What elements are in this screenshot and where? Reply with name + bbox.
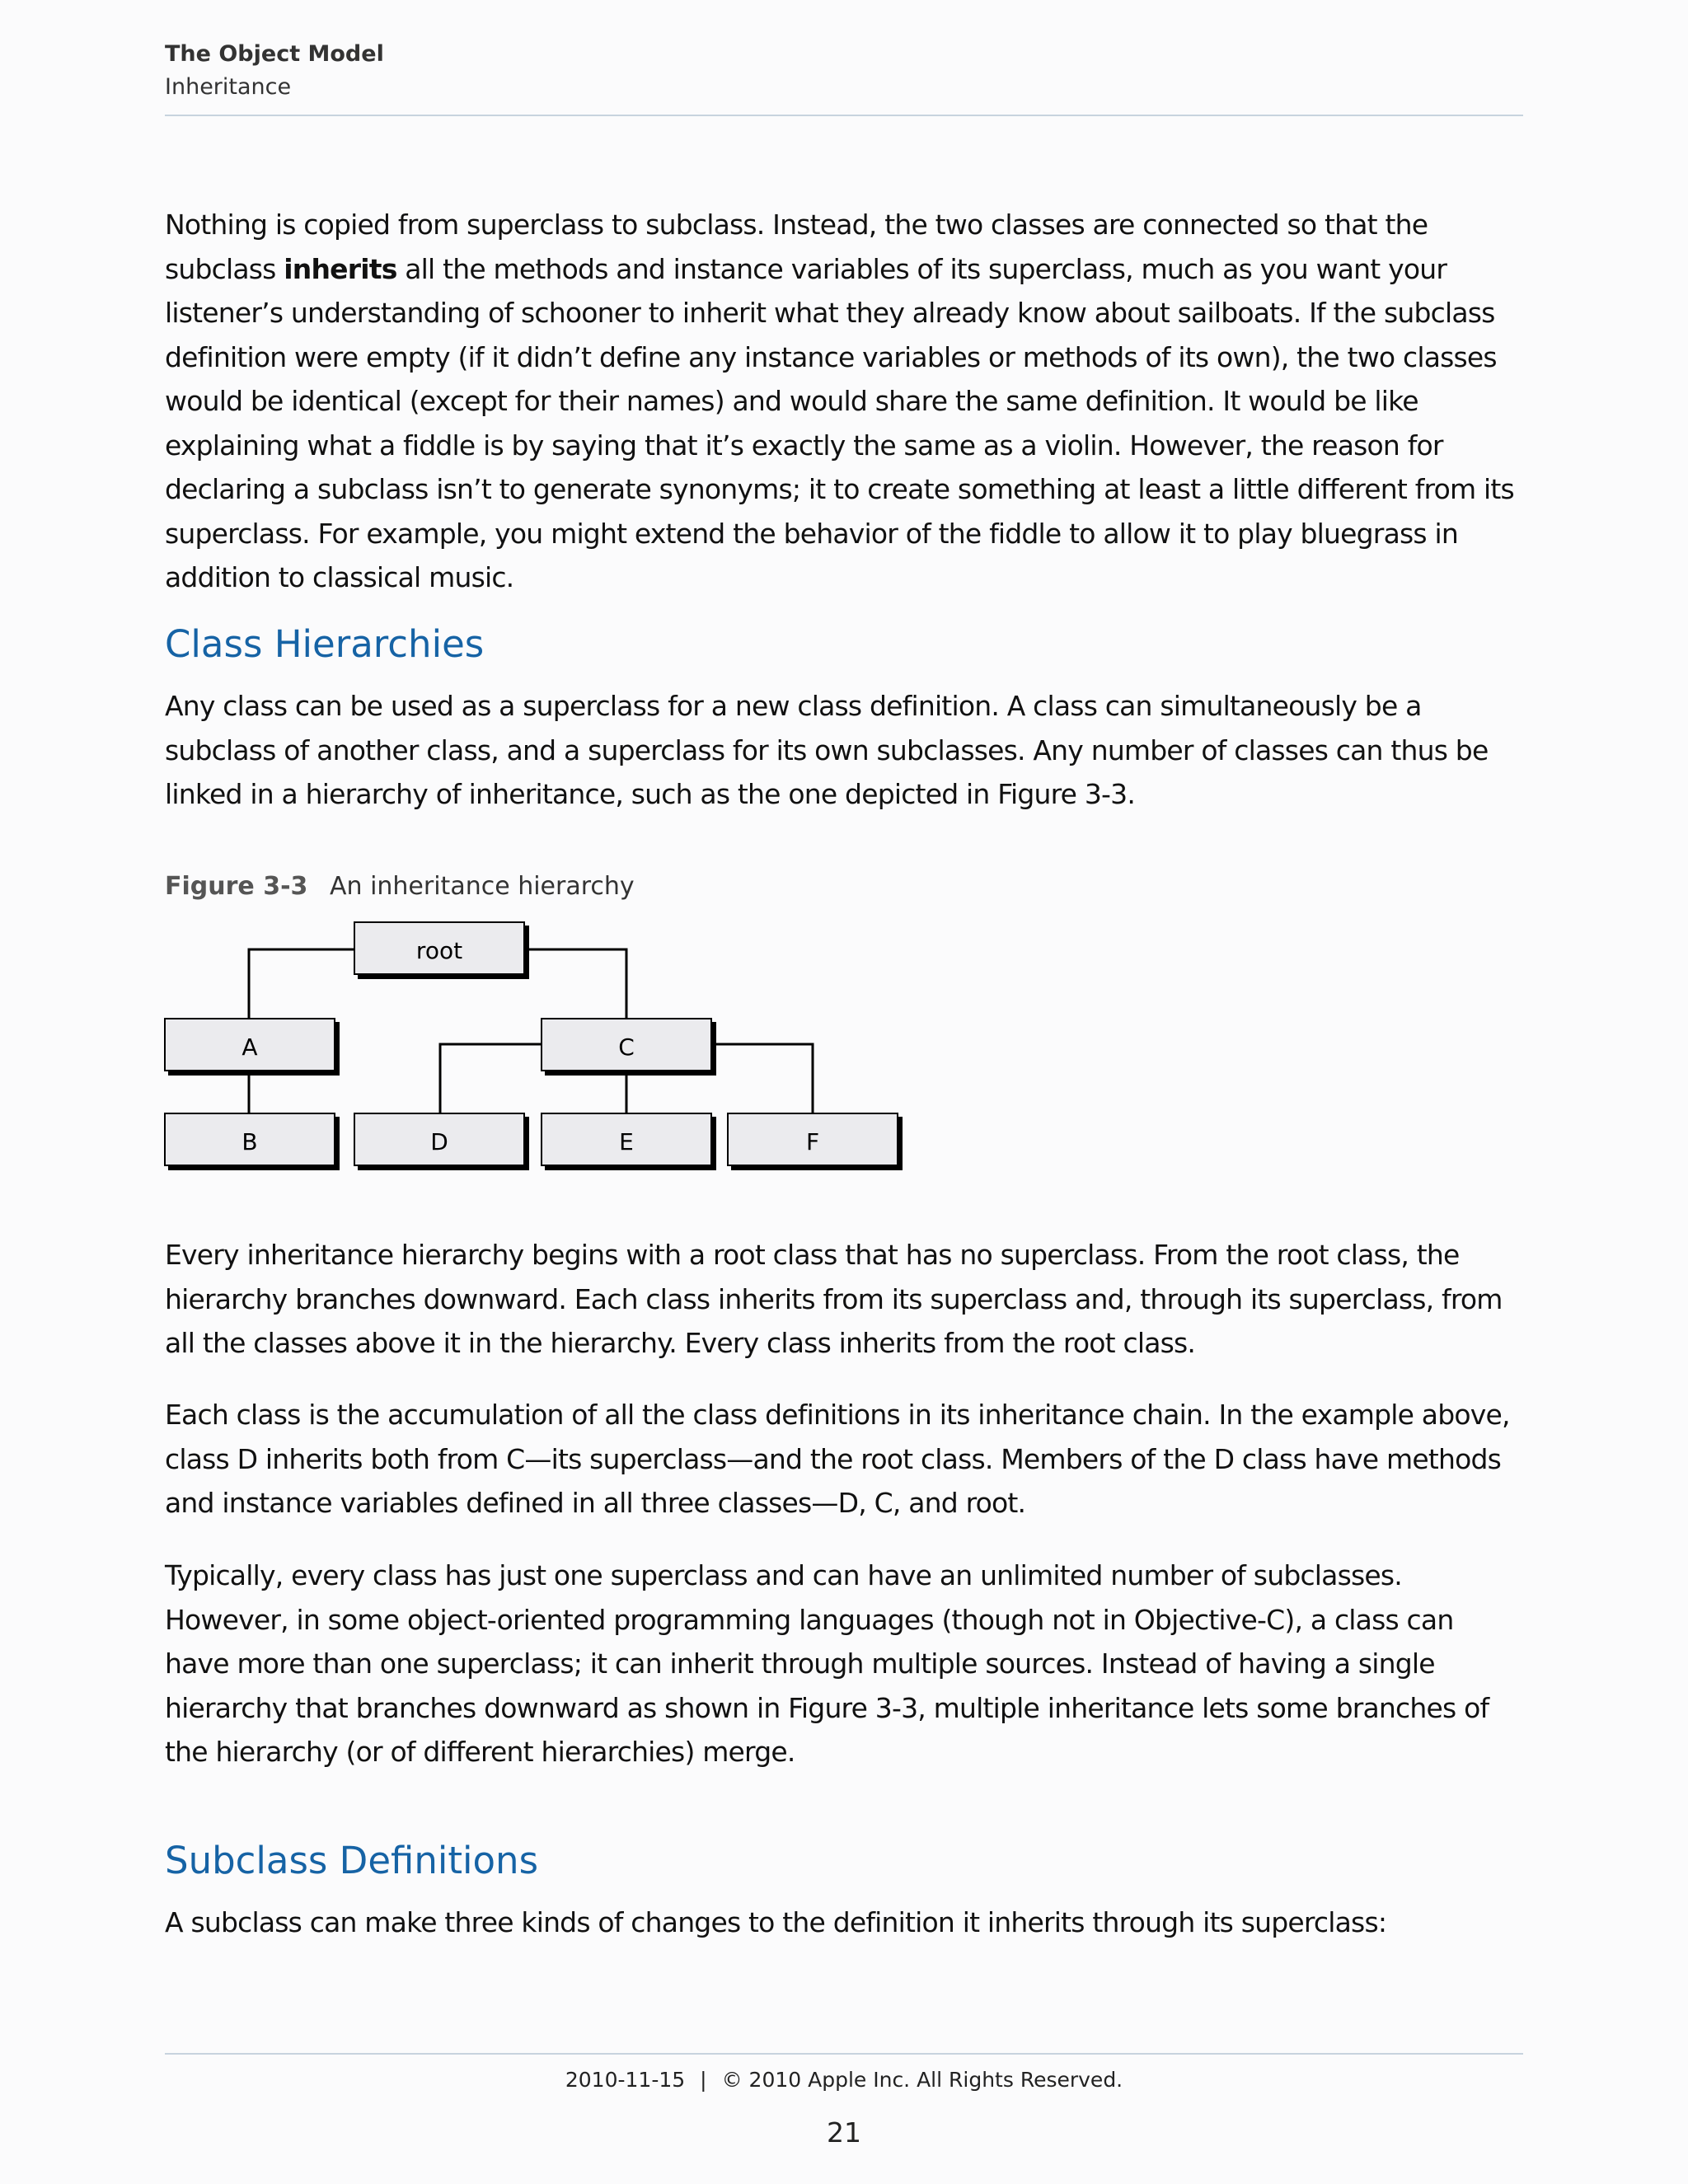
inherits-term: inherits xyxy=(284,252,397,285)
node-c-label: C xyxy=(618,1033,635,1061)
running-header xyxy=(165,38,1523,104)
node-d-label: D xyxy=(430,1128,448,1155)
node-a-label: A xyxy=(241,1033,258,1061)
node-e-label: E xyxy=(619,1128,634,1155)
section-title: Inheritance xyxy=(165,74,292,100)
intro-text-start: Nothing is copied from superclass to subclass. Instead, the two classes are connected so that the subclass xyxy=(165,209,1428,285)
header-divider xyxy=(165,115,1523,116)
accumulation-paragraph: Each class is the accumulation of all the class definitions in its inheritance chain. In the example above, class D inherits both from C—its superclass—and the root class. Members of the D class have methods and instance variables defined in all three classes—D, C, and root. xyxy=(165,1399,1510,1519)
connector-root-c xyxy=(526,949,626,1019)
intro-paragraph xyxy=(165,203,1525,600)
node-f-label: F xyxy=(805,1128,820,1155)
class-hierarchies-heading: Class Hierarchies xyxy=(165,622,485,666)
connector-c-d xyxy=(440,1044,542,1113)
node-f xyxy=(728,1113,903,1170)
page-number: 21 xyxy=(827,2116,861,2149)
connector-c-f xyxy=(710,1044,813,1113)
node-d xyxy=(354,1113,529,1170)
footer-separator: | xyxy=(700,2068,707,2092)
class-hierarchies-paragraph: Any class can be used as a superclass for a new class definition. A class can simultaneously be a subclass of another class, and a superclass for its own subclasses. Any number of classes can thus be linked in a hierarchy of inheritance, such as the one depicted in Figure 3-3. xyxy=(165,690,1489,810)
node-b xyxy=(165,1113,340,1170)
subclass-definitions-heading: Subclass Definitions xyxy=(165,1839,539,1882)
page-footer xyxy=(0,2065,1688,2095)
figure-caption-text: An inheritance hierarchy xyxy=(330,872,635,901)
node-e xyxy=(542,1113,716,1170)
node-a xyxy=(165,1019,340,1076)
footer-date: 2010-11-15 xyxy=(565,2068,686,2092)
node-root xyxy=(354,922,529,979)
multiple-inheritance-paragraph: Typically, every class has just one superclass and can have an unlimited number of subclasses. However, in some object-oriented programming languages (though not in Objective-C), a class can have more than one superclass; it can inherit through multiple sources. Instead of having a single hierarchy that branches downward as shown in Figure 3-3, multiple inheritance lets some branches of the hierarchy (or of different hierarchies) merge. xyxy=(165,1559,1489,1768)
footer-divider xyxy=(165,2053,1523,2055)
connector-root-a xyxy=(249,949,354,1019)
subclass-intro-paragraph: A subclass can make three kinds of changes to the definition it inherits through its superclass: xyxy=(165,1906,1387,1938)
chapter-title: The Object Model xyxy=(165,41,384,67)
figure-label: Figure 3-3 xyxy=(165,872,308,901)
inheritance-hierarchy-diagram xyxy=(157,915,915,1179)
root-class-paragraph: Every inheritance hierarchy begins with a root class that has no superclass. From the root class, the hierarchy branches downward. Each class inherits from its superclass and, through its superclass, from all the classes above it in the hierarchy. Every class inherits from the root class. xyxy=(165,1239,1503,1359)
figure-caption xyxy=(165,870,635,903)
node-c xyxy=(542,1019,716,1076)
intro-text-end: all the methods and instance variables of its superclass, much as you want your listener’s understanding of schooner to inherit what they already know about sailboats. If the subclass definition were empty (if it didn’t define any instance variables or methods of its own), the two classes would be identical (except for their names) and would share the same definition. It would be like explaining what a fiddle is by saying that it’s exactly the same as a violin. However, the reason for declaring a subclass isn’t to generate synonyms; it to create something at least a little different from its superclass. For example, you might extend the behavior of the fiddle to allow it to play bluegrass in addition to classical music. xyxy=(165,252,1514,593)
footer-copyright: © 2010 Apple Inc. All Rights Reserved. xyxy=(721,2068,1123,2092)
node-b-label: B xyxy=(241,1128,258,1155)
node-root-label: root xyxy=(415,937,463,964)
